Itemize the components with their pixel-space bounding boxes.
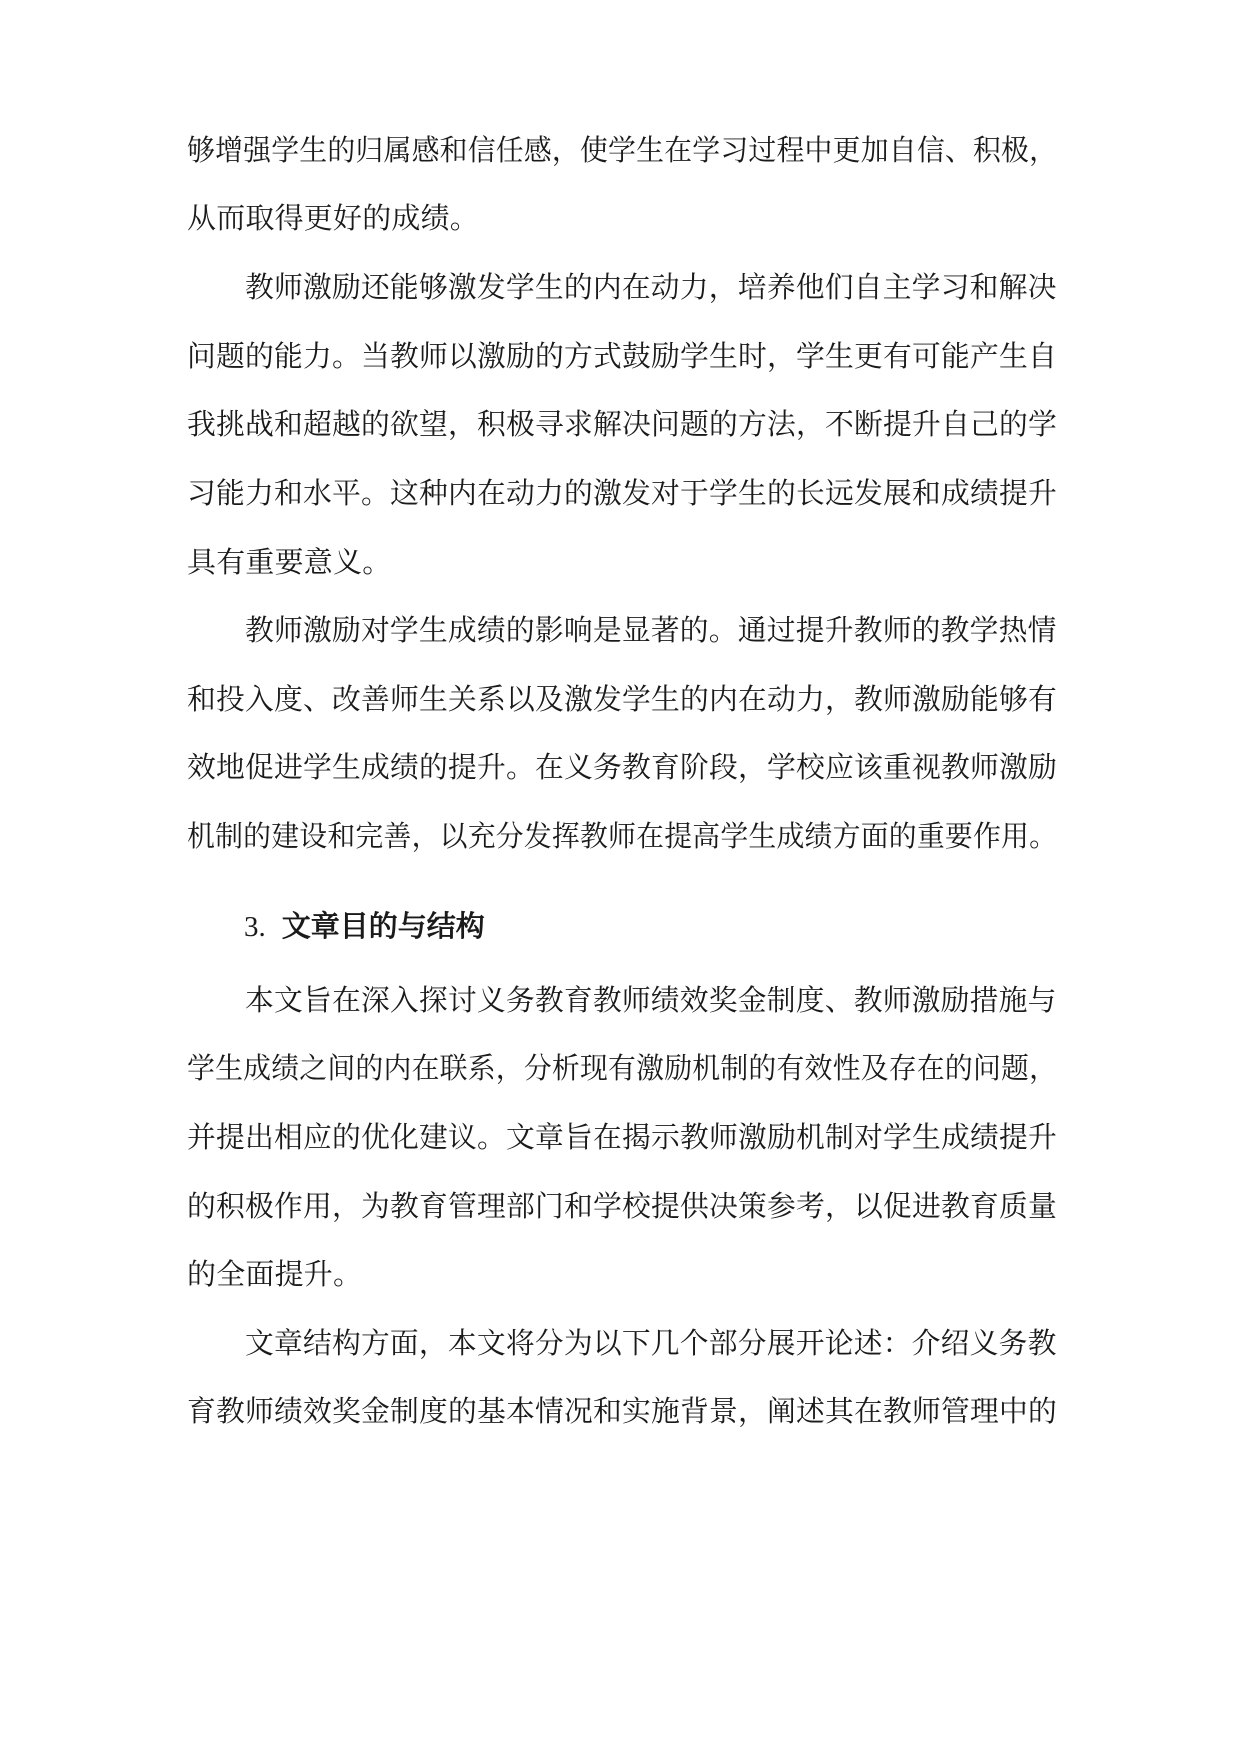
paragraph-2-line-2: 问题的能力。当教师以激励的方式鼓励学生时，学生更有可能产生自 bbox=[187, 339, 1058, 373]
paragraph-2-line-4: 习能力和水平。这种内在动力的激发对于学生的长远发展和成绩提升 bbox=[187, 476, 1058, 510]
paragraph-4-line-4: 的积极作用，为教育管理部门和学校提供决策参考，以促进教育质量 bbox=[187, 1189, 1058, 1223]
paragraph-4-line-1: 本文旨在深入探讨义务教育教师绩效奖金制度、教师激励措施与 bbox=[245, 983, 1057, 1017]
section-heading bbox=[244, 904, 485, 948]
paragraph-4-line-2: 学生成绩之间的内在联系，分析现有激励机制的有效性及存在的问题， bbox=[187, 1051, 1058, 1085]
paragraph-3-line-3: 效地促进学生成绩的提升。在义务教育阶段，学校应该重视教师激励 bbox=[187, 750, 1058, 784]
section-title: 文章目的与结构 bbox=[281, 909, 485, 943]
section-number: 3. bbox=[244, 911, 266, 943]
paragraph-3-line-4: 机制的建设和完善，以充分发挥教师在提高学生成绩方面的重要作用。 bbox=[187, 819, 1058, 853]
paragraph-4-line-3: 并提出相应的优化建议。文章旨在揭示教师激励机制对学生成绩提升 bbox=[187, 1120, 1058, 1154]
paragraph-3-line-2: 和投入度、改善师生关系以及激发学生的内在动力，教师激励能够有 bbox=[187, 682, 1058, 716]
paragraph-2-line-5: 具有重要意义。 bbox=[187, 545, 392, 579]
paragraph-4-line-5: 的全面提升。 bbox=[187, 1257, 363, 1291]
paragraph-3-line-1: 教师激励对学生成绩的影响是显著的。通过提升教师的教学热情 bbox=[245, 613, 1057, 647]
paragraph-1-line-1: 够增强学生的归属感和信任感，使学生在学习过程中更加自信、积极， bbox=[187, 133, 1058, 167]
paragraph-5-line-2: 育教师绩效奖金制度的基本情况和实施背景，阐述其在教师管理中的 bbox=[187, 1394, 1058, 1428]
paragraph-1-line-2: 从而取得更好的成绩。 bbox=[187, 201, 480, 235]
paragraph-5-line-1: 文章结构方面，本文将分为以下几个部分展开论述：介绍义务教 bbox=[245, 1326, 1057, 1360]
paragraph-2-line-3: 我挑战和超越的欲望，积极寻求解决问题的方法，不断提升自己的学 bbox=[187, 407, 1058, 441]
paragraph-2-line-1: 教师激励还能够激发学生的内在动力，培养他们自主学习和解决 bbox=[245, 270, 1057, 304]
